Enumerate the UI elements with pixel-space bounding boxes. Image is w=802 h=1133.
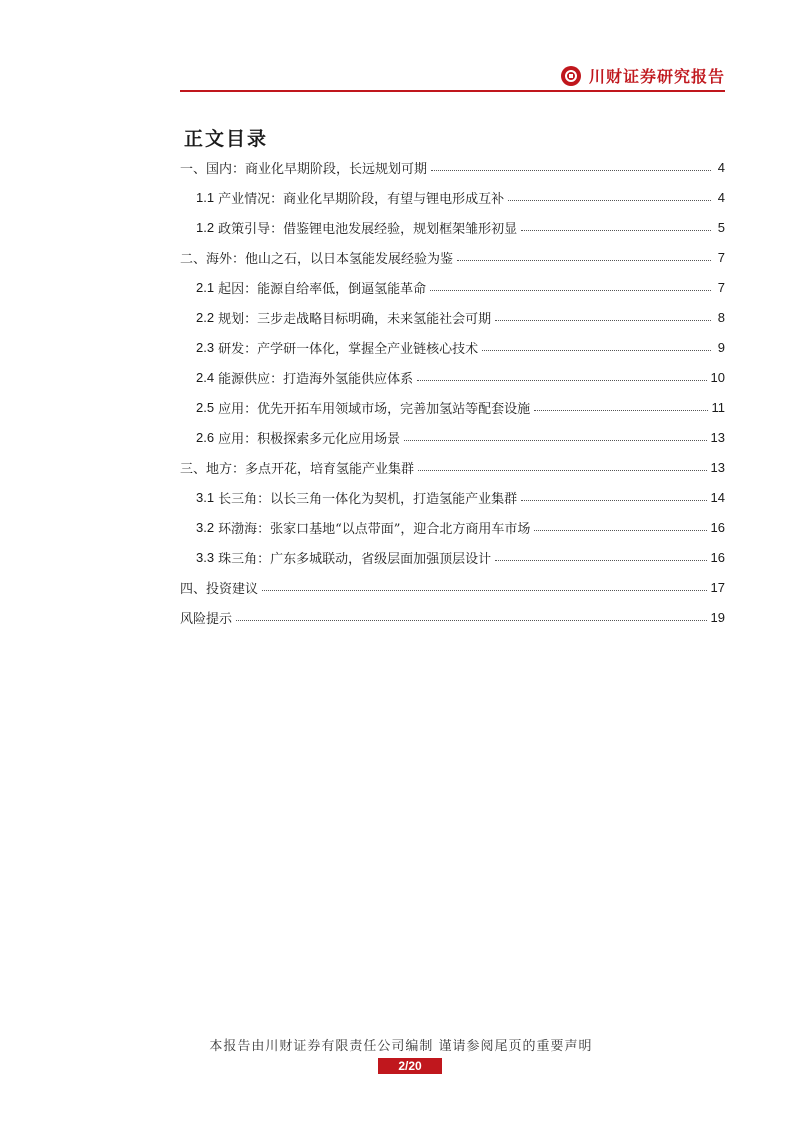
toc-entry-page: 16 — [710, 519, 725, 535]
toc-entry[interactable] — [180, 392, 725, 422]
header-divider — [180, 90, 725, 92]
toc-entry-number: 2.5 — [196, 399, 215, 415]
toc-entry[interactable] — [180, 332, 725, 362]
toc-entry-page: 13 — [710, 429, 725, 445]
toc-entry-number: 2.6 — [196, 429, 215, 445]
toc-entry[interactable] — [180, 182, 725, 212]
toc-dot-leader — [521, 500, 706, 501]
toc-dot-leader — [431, 170, 711, 171]
toc-dot-leader — [508, 200, 711, 201]
toc-entry[interactable] — [180, 302, 725, 332]
toc-entry-page: 8 — [717, 309, 725, 325]
toc-dot-leader — [417, 380, 706, 381]
toc-entry-page: 7 — [717, 279, 725, 295]
toc-title: 正文目录 — [184, 128, 269, 150]
toc-entry[interactable] — [180, 572, 725, 602]
table-of-contents — [180, 152, 725, 632]
toc-entry-page: 4 — [717, 189, 725, 205]
toc-entry-label: 环渤海：张家口基地“以点带面”，迎合北方商用车市场 — [218, 521, 531, 537]
toc-entry-label: 风险提示 — [180, 611, 233, 627]
toc-entry[interactable] — [180, 452, 725, 482]
toc-dot-leader — [482, 350, 711, 351]
toc-entry[interactable] — [180, 542, 725, 572]
toc-entry[interactable] — [180, 152, 725, 182]
toc-entry-page: 4 — [717, 159, 725, 175]
toc-entry[interactable] — [180, 512, 725, 542]
toc-entry[interactable] — [180, 242, 725, 272]
toc-entry-page: 11 — [711, 399, 725, 415]
toc-entry[interactable] — [180, 602, 725, 632]
toc-entry-page: 14 — [710, 489, 725, 505]
toc-entry-number: 2.4 — [196, 369, 215, 385]
toc-entry-number: 3.2 — [196, 519, 215, 535]
toc-dot-leader — [262, 590, 707, 591]
toc-entry-label: 长三角：以长三角一体化为契机，打造氢能产业集群 — [218, 491, 518, 507]
toc-entry-page: 5 — [717, 219, 725, 235]
toc-entry-number: 2.1 — [196, 279, 215, 295]
toc-dot-leader — [495, 320, 711, 321]
toc-dot-leader — [521, 230, 711, 231]
toc-dot-leader — [404, 440, 706, 441]
toc-entry[interactable] — [180, 272, 725, 302]
toc-entry[interactable] — [180, 482, 725, 512]
toc-entry-page: 17 — [710, 579, 725, 595]
toc-entry-label: 应用：优先开拓车用领域市场，完善加氢站等配套设施 — [218, 401, 531, 417]
toc-entry-label: 三、地方：多点开花，培育氢能产业集群 — [180, 461, 415, 477]
toc-entry-label: 产业情况：商业化早期阶段，有望与锂电形成互补 — [218, 191, 505, 207]
toc-dot-leader — [430, 290, 711, 291]
toc-dot-leader — [457, 260, 711, 261]
brand-logo-icon — [561, 66, 581, 86]
toc-entry-number: 1.1 — [196, 189, 215, 205]
toc-entry-number: 1.2 — [196, 219, 215, 235]
toc-entry-page: 7 — [717, 249, 725, 265]
brand-name: 川财证券研究报告 — [588, 67, 725, 86]
toc-entry-label: 二、海外：他山之石，以日本氢能发展经验为鉴 — [180, 251, 454, 267]
footer-disclaimer: 本报告由川财证券有限责任公司编制 谨请参阅尾页的重要声明 — [209, 1039, 593, 1054]
toc-entry-label: 珠三角：广东多城联动，省级层面加强顶层设计 — [218, 551, 492, 567]
toc-entry[interactable] — [180, 422, 725, 452]
toc-entry-page: 13 — [710, 459, 725, 475]
toc-dot-leader — [418, 470, 707, 471]
page-header — [180, 62, 725, 92]
toc-entry[interactable] — [180, 212, 725, 242]
toc-entry-number: 3.1 — [196, 489, 215, 505]
toc-dot-leader — [495, 560, 706, 561]
toc-entry-number: 2.3 — [196, 339, 215, 355]
toc-entry-label: 起因：能源自给率低，倒逼氢能革命 — [218, 281, 427, 297]
toc-entry-label: 政策引导：借鉴锂电池发展经验，规划框架雏形初显 — [218, 221, 518, 237]
toc-entry-number: 2.2 — [196, 309, 215, 325]
toc-entry-label: 规划：三步走战略目标明确，未来氢能社会可期 — [218, 311, 492, 327]
toc-entry-label: 研发：产学研一体化，掌握全产业链核心技术 — [218, 341, 479, 357]
toc-entry-page: 9 — [717, 339, 725, 355]
toc-entry-page: 19 — [710, 609, 725, 625]
toc-entry-label: 能源供应：打造海外氢能供应体系 — [218, 371, 414, 387]
toc-entry[interactable] — [180, 362, 725, 392]
brand — [561, 64, 725, 87]
toc-entry-number: 3.3 — [196, 549, 215, 565]
toc-dot-leader — [534, 410, 707, 411]
toc-dot-leader — [534, 530, 706, 531]
toc-entry-page: 10 — [710, 369, 725, 385]
toc-entry-label: 四、投资建议 — [180, 581, 259, 597]
toc-entry-label: 应用：积极探索多元化应用场景 — [218, 431, 401, 447]
toc-dot-leader — [236, 620, 707, 621]
toc-entry-page: 16 — [710, 549, 725, 565]
toc-entry-label: 一、国内：商业化早期阶段，长远规划可期 — [180, 161, 428, 177]
page-number-badge: 2/20 — [378, 1058, 442, 1074]
